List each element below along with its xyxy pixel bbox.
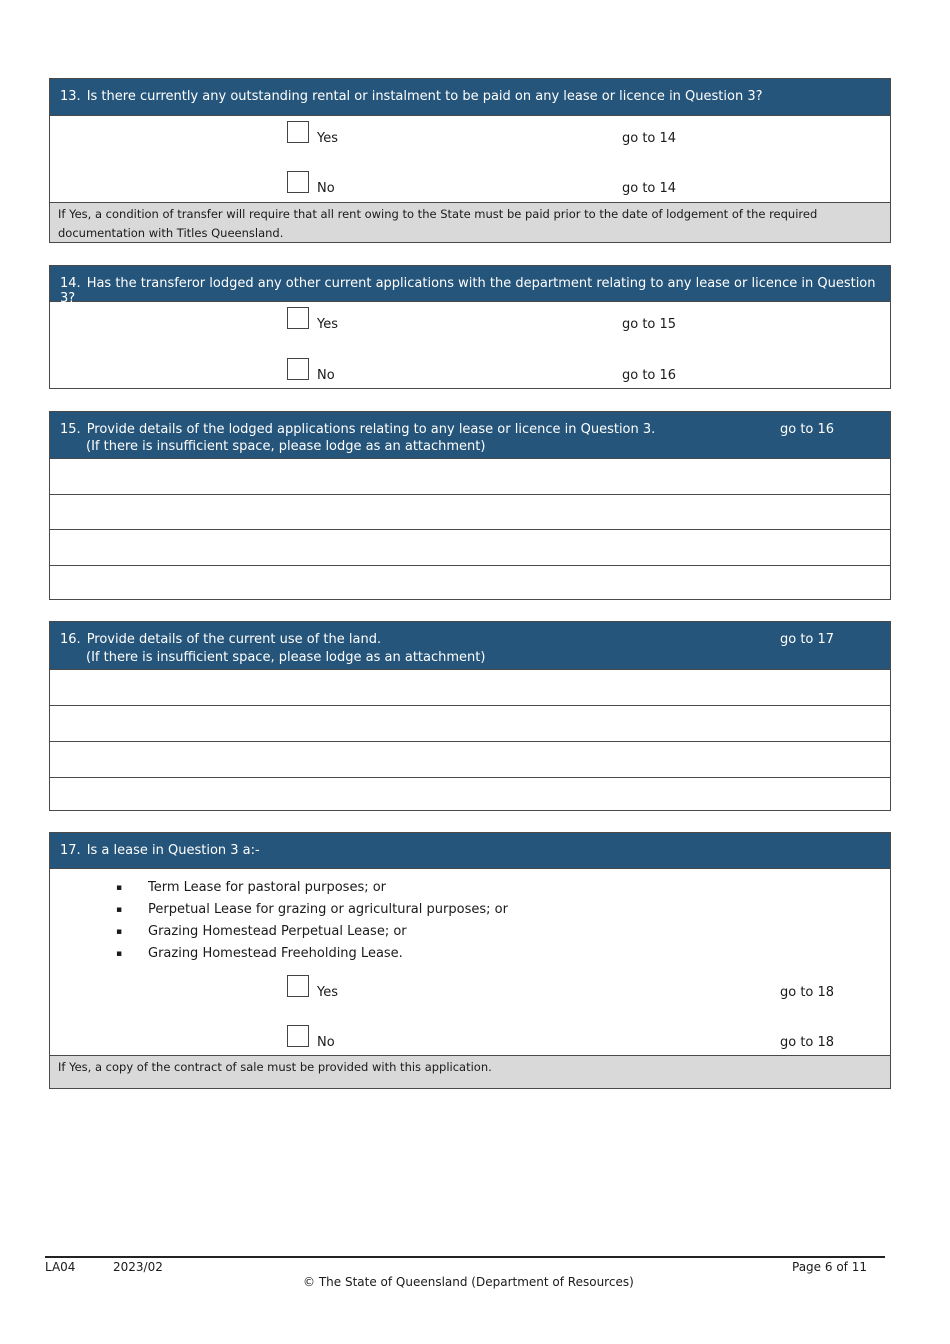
yes-checkbox[interactable] [287,307,309,329]
question-17 [49,832,891,1089]
yes-label: Yes [317,985,338,1000]
question-subtitle: (If there is insufficient space, please lodge as an attachment) [86,439,486,454]
footer-divider [45,1256,885,1258]
answer-row [50,670,890,705]
list-item: ▪ Grazing Homestead Freeholding Lease. [116,943,508,965]
list-item: ▪ Grazing Homestead Perpetual Lease; or [116,921,508,943]
answer-row [50,565,890,600]
form-code: LA04 [45,1260,76,1274]
question-title: Is a lease in Question 3 a:- [86,843,260,858]
no-label: No [317,181,335,196]
question-16 [49,621,891,811]
question-17-header [50,833,890,869]
question-title: Is there currently any outstanding rental or instalment to be paid on any lease or licence in Question 3? [86,89,763,104]
answer-input[interactable] [50,495,890,529]
no-goto: go to 16 [622,368,677,383]
form-version: 2023/02 [113,1260,163,1274]
answer-row [50,494,890,529]
question-title: Provide details of the lodged applications relating to any lease or licence in Question 3. [86,422,656,437]
no-label: No [317,1035,335,1050]
yes-label: Yes [317,131,338,146]
list-item: ▪ Term Lease for pastoral purposes; or [116,877,508,899]
question-17-note: If Yes, a copy of the contract of sale must be provided with this application. [50,1055,890,1088]
question-13-header [50,79,890,116]
yes-checkbox[interactable] [287,121,309,143]
question-14 [49,265,891,389]
question-number: 14. [60,276,81,291]
answer-input[interactable] [50,742,890,777]
question-subtitle: (If there is insufficient space, please lodge as an attachment) [86,650,486,665]
list-item: ▪ Perpetual Lease for grazing or agricultural purposes; or [116,899,508,921]
question-15 [49,411,891,600]
answer-row [50,705,890,741]
yes-checkbox[interactable] [287,975,309,997]
answer-input[interactable] [50,566,890,600]
question-goto: go to 17 [780,632,835,647]
yes-goto: go to 18 [780,985,835,1000]
question-13 [49,78,891,243]
answer-rows [50,670,890,812]
no-checkbox[interactable] [287,358,309,380]
answer-input[interactable] [50,459,890,494]
question-15-header [50,412,890,459]
no-label: No [317,368,335,383]
lease-type-list [116,877,508,965]
question-14-header [50,266,890,306]
no-checkbox[interactable] [287,1025,309,1047]
yes-label: Yes [317,317,338,332]
answer-input[interactable] [50,530,890,565]
answer-row [50,459,890,494]
question-number: 13. [60,89,81,104]
question-number: 15. [60,422,81,437]
answer-input[interactable] [50,706,890,741]
no-goto: go to 14 [622,181,677,196]
question-title: Has the transferor lodged any other current applications with the department relating to any lease or licence in Question 3? [60,276,876,306]
answer-row [50,777,890,812]
question-number: 17. [60,843,81,858]
question-16-header [50,622,890,670]
answer-input[interactable] [50,778,890,812]
answer-row [50,741,890,777]
yes-goto: go to 15 [622,317,677,332]
question-title: Provide details of the current use of the land. [86,632,382,647]
no-goto: go to 18 [780,1035,835,1050]
answer-input[interactable] [50,670,890,705]
page-number: Page 6 of 11 [792,1260,867,1274]
question-13-note: If Yes, a condition of transfer will require that all rent owing to the State must be paid prior to the date of lodgement of the required documentation with Titles Queensland. [50,202,890,242]
question-goto: go to 16 [780,422,835,437]
no-checkbox[interactable] [287,171,309,193]
copyright: © The State of Queensland (Department of Resources) [303,1275,634,1289]
answer-rows [50,459,890,600]
answer-row [50,529,890,565]
yes-goto: go to 14 [622,131,677,146]
question-number: 16. [60,632,81,647]
